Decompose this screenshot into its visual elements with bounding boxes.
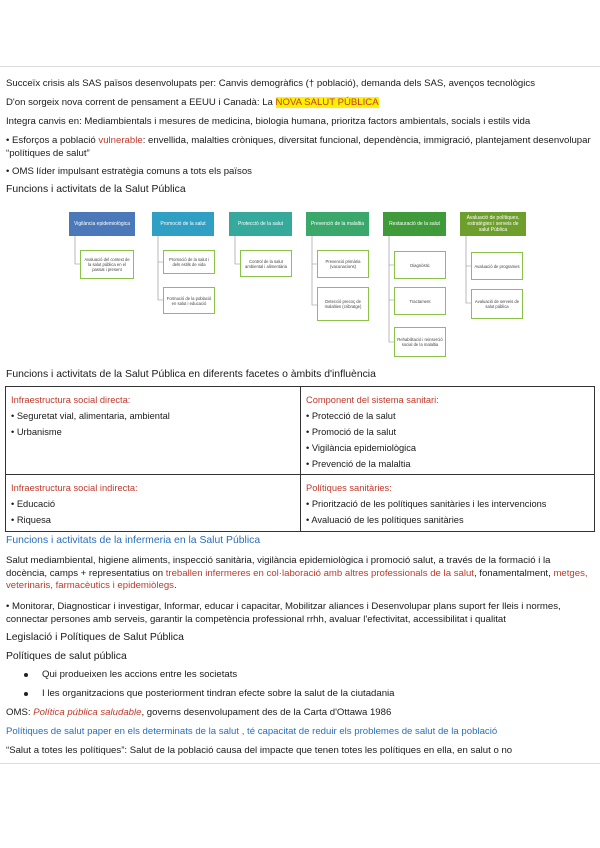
intro-line-4 [6, 135, 594, 160]
diagram-head-avaluacio: Avaluació de polítiques, estratègies i serveis de salut Pública [460, 212, 526, 236]
heading-funcions: Funcions i activitats de la Salut Pública [6, 184, 186, 195]
cell-infra-directa-title: Infraestructura social directa: [11, 395, 131, 405]
highlight-nova-salut: NOVA SALUT PÚBLICA [275, 97, 379, 108]
diagram-child-2-1: Promoció de la salut i dels estils de vida [163, 250, 215, 274]
salut-totes-politiques: “Salut a totes les polítiques”: Salut de la població causa del impacte que tenen totes les polítiques en ella, en salut o no [6, 745, 513, 756]
infermeria-paragraph [6, 555, 594, 593]
diagram-child-5-1: Diagnòstic [394, 251, 446, 279]
p1-text-c: , fonamentalment, [473, 567, 554, 579]
cell-infra-indirecta [6, 475, 300, 532]
bottom-divider [0, 763, 600, 764]
p1-text-a: Salut mediambiental, higiene aliments, inspecció sanitària, vigilància epidemiològica i promoció salut, a través de la formació i la docència, camps + representatius on [6, 555, 551, 579]
cell-infra-directa-item: • Urbanisme [11, 427, 62, 437]
ambits-table [5, 386, 595, 532]
cell-sistema-sanitari-title: Component del sistema sanitari: [306, 395, 439, 405]
intro-line-2-text: D'on sorgeix nova corrent de pensament a EEUU i Canadà: La [6, 97, 276, 108]
heading-ambits: Funcions i activitats de la Salut Pública en diferents facetes o àmbits d'influència [6, 369, 376, 380]
diagram-child-4-2: Detecció precoç de malalties (cribratge) [317, 287, 369, 321]
p1-collaboration: treballen infermeres en col·laboració amb altres professionals de la salut [165, 567, 474, 579]
cell-infra-indirecta-item: • Educació [11, 499, 56, 509]
p1-text-e: . [173, 580, 177, 592]
cell-infra-indirecta-item: • Riquesa [11, 515, 51, 525]
oms-label: OMS: [6, 707, 34, 718]
intro-line-3: Integra canvis en: Mediambientals i mesures de medicina, biologia humana, prioritza factors ambientals, socials i estils vida [6, 116, 531, 127]
cell-politiques-title: Polítiques sanitàries: [306, 483, 392, 493]
cell-sistema-sanitari-item: • Promoció de la salut [306, 427, 397, 437]
intro-line-2 [6, 97, 594, 110]
diagram-child-4-1: Prevenció primària (vacunacions) [317, 250, 369, 278]
diagram-head-vigilancia: Vigilància epidemiològica [69, 212, 135, 236]
oms-politica-saludable: Política pública saludable [33, 707, 142, 718]
p1-professionals: metges, veterinaris, farmacèutics i epidemiòlegs [6, 567, 588, 592]
bullet-dot [24, 673, 28, 677]
cell-politiques-item: • Avaluació de les polítiques sanitàries [306, 515, 464, 525]
infermeria-bullet: • Monitorar, Diagnosticar i investigar, Informar, educar i capacitar, Mobilitzar aliances i Desenvolupar plans suport fer lleis i normes, connectar persones amb serveis, garantir la competència professional rrhh, avaluar l'efectivitat, accessibilitat i qualitat [6, 601, 561, 625]
cell-infra-indirecta-title: Infraestructura social indirecta: [11, 483, 138, 493]
diagram-child-6-1: Avaluació de programes [471, 252, 523, 280]
politiques-bullet-1: Qui produeixen les accions entre les societats [42, 669, 238, 680]
intro-line-5: • OMS líder impulsant estratègia comuns a tots els països [6, 166, 252, 177]
diagram-child-3-1: Control de la salut ambiental i alimentària [240, 250, 292, 277]
cell-sistema-sanitari [301, 387, 595, 474]
heading-infermeria: Funcions i activitats de la infermeria en la Salut Pública [6, 535, 261, 546]
bullet-dot [24, 692, 28, 696]
l4-vulnerable: vulnerable [98, 135, 143, 146]
diagram-child-5-3: Rehabilitació i reinserció social de la malaltia [394, 327, 446, 357]
top-divider [0, 66, 600, 67]
politiques-determinants: Polítiques de salut paper en els determinats de la salut , té capacitat de reduir els problemes de salut de la població [6, 726, 498, 737]
cell-politiques-sanitaries [301, 475, 595, 532]
cell-sistema-sanitari-item: • Prevenció de la malaltia [306, 459, 411, 469]
diagram-child-5-2: Tractament [394, 287, 446, 315]
cell-infra-directa-item: • Seguretat vial, alimentaria, ambiental [11, 411, 170, 421]
cell-politiques-item: • Priorització de les polítiques sanitàries i les intervencions [306, 499, 547, 509]
diagram-child-6-2: Avaluació de serveis de salut pública [471, 289, 523, 319]
cell-sistema-sanitari-item: • Protecció de la salut [306, 411, 396, 421]
cell-sistema-sanitari-item: • Vigilància epidemiològica [306, 443, 417, 453]
diagram-child-1-1: Avaluació del context de la salut pública en el passat i present [80, 250, 134, 279]
cell-infra-directa [6, 387, 300, 474]
oms-line [6, 707, 594, 720]
politiques-bullet-2: I les organitzacions que posteriorment tindran efecte sobre la salut de la ciutadania [42, 688, 395, 699]
l4-text-c: : envellida, malalties cròniques, diversitat funcional, dependència, immigració, plantejament desenvolupar “polítiques de salut” [6, 135, 591, 159]
diagram-head-restauracio: Restauració de la salut [383, 212, 446, 236]
diagram-head-prevencio: Prevenció de la malaltia [306, 212, 369, 236]
diagram-head-proteccio: Protecció de la salut [229, 212, 292, 236]
diagram-child-2-2: Formació de la població en salut i educació [163, 287, 215, 314]
intro-line-1: Succeïx crisis als SAS països desenvolupats per: Canvis demogràfics († població), demanda dels SAS, avenços tecnològics [6, 78, 535, 89]
oms-text: , governs desenvolupament des de la Carta d'Ottawa 1986 [141, 707, 392, 718]
heading-legislacio: Legislació i Polítiques de Salut Pública [6, 632, 184, 643]
l4-text-a: • Esforços a població [6, 135, 99, 146]
diagram-head-promocio: Promoció de la salut [152, 212, 214, 236]
heading-politiques: Polítiques de salut pública [6, 651, 127, 662]
